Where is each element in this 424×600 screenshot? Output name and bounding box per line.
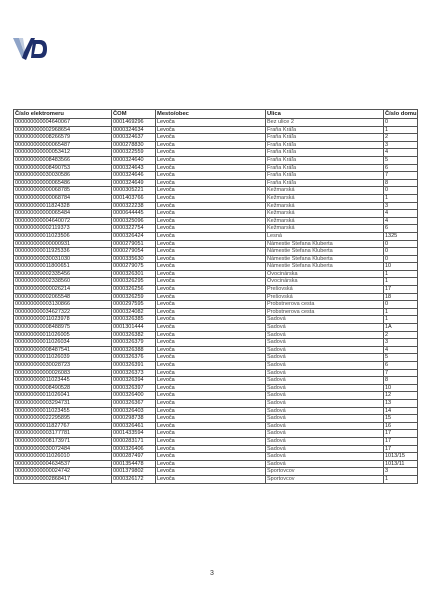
table-row [14, 399, 418, 407]
cell-street: Námestie Štefana Kluberta [266, 240, 384, 248]
table-row [14, 346, 418, 354]
cell-com: 0000326388 [112, 346, 156, 354]
cell-city: Levoča [156, 308, 266, 316]
cell-house-number: 0 [384, 119, 418, 127]
cell-meter-number: 000000000000000931 [14, 240, 112, 248]
cell-city: Levoča [156, 187, 266, 195]
table-row [14, 278, 418, 286]
cell-street: Sadová [266, 399, 384, 407]
table-row [14, 187, 418, 195]
cell-street: Fraňa Kráľa [266, 134, 384, 142]
cell-street: Sadová [266, 384, 384, 392]
cell-com: 0000326397 [112, 384, 156, 392]
cell-city: Levoča [156, 172, 266, 180]
cell-com: 0000278830 [112, 141, 156, 149]
table-row [14, 164, 418, 172]
cell-house-number: 3 [384, 339, 418, 347]
table-row [14, 149, 418, 157]
cell-house-number: 14 [384, 407, 418, 415]
cell-com: 0000324646 [112, 172, 156, 180]
cell-meter-number: 000000000008490528 [14, 384, 112, 392]
cell-house-number: 0 [384, 187, 418, 195]
cell-com: 0000326259 [112, 293, 156, 301]
cell-city: Levoča [156, 278, 266, 286]
table-header-row [14, 110, 418, 119]
cell-street: Fraňa Kráľa [266, 172, 384, 180]
table-row [14, 286, 418, 294]
cell-city: Levoča [156, 384, 266, 392]
cell-city: Levoča [156, 164, 266, 172]
table-row [14, 445, 418, 453]
cell-house-number: 5 [384, 354, 418, 362]
cell-city: Levoča [156, 149, 266, 157]
cell-city: Levoča [156, 369, 266, 377]
cell-street: Probstnerova cesta [266, 301, 384, 309]
cell-street: Fraňa Kráľa [266, 149, 384, 157]
cell-com: 0000326379 [112, 339, 156, 347]
cell-house-number: 2 [384, 331, 418, 339]
cell-meter-number: 000000000011023506 [14, 232, 112, 240]
cell-house-number: 18 [384, 293, 418, 301]
cell-street: Sadová [266, 415, 384, 423]
cell-house-number: 0 [384, 255, 418, 263]
cell-house-number: 1 [384, 316, 418, 324]
cell-house-number: 13 [384, 399, 418, 407]
cell-city: Levoča [156, 415, 266, 423]
cell-meter-number: 000000000008483566 [14, 156, 112, 164]
table-row [14, 362, 418, 370]
cell-meter-number: 000000000011026039 [14, 354, 112, 362]
cell-com: 0000279075 [112, 263, 156, 271]
cell-city: Levoča [156, 437, 266, 445]
cell-house-number: 4 [384, 210, 418, 218]
cell-street: Ovocinárska [266, 278, 384, 286]
cell-house-number: 4 [384, 149, 418, 157]
cell-house-number: 6 [384, 362, 418, 370]
cell-city: Levoča [156, 316, 266, 324]
cell-com: 0000326172 [112, 475, 156, 483]
table-row [14, 232, 418, 240]
cell-meter-number: 000000000011026034 [14, 339, 112, 347]
cell-house-number: 10 [384, 384, 418, 392]
cell-city: Levoča [156, 126, 266, 134]
cell-com: 0000326295 [112, 278, 156, 286]
cell-meter-number: 000000000004640067 [14, 119, 112, 127]
cell-meter-number: 000000000004634537 [14, 460, 112, 468]
table-row [14, 126, 418, 134]
cell-house-number: 1 [384, 278, 418, 286]
table-row [14, 156, 418, 164]
cell-meter-number: 000000000002868417 [14, 475, 112, 483]
cell-street: Kežmarská [266, 225, 384, 233]
table-row [14, 475, 418, 483]
cell-com: 0001379802 [112, 468, 156, 476]
cell-com: 0000326461 [112, 422, 156, 430]
cell-street: Ovocinárska [266, 270, 384, 278]
cell-meter-number: 000000000000068784 [14, 194, 112, 202]
cell-meter-number: 000000000002065548 [14, 293, 112, 301]
cell-house-number: 1 [384, 126, 418, 134]
cell-city: Levoča [156, 407, 266, 415]
cell-street: Športovcov [266, 475, 384, 483]
cell-house-number: 1 [384, 475, 418, 483]
cell-city: Levoča [156, 362, 266, 370]
cell-com: 0000324082 [112, 308, 156, 316]
cell-street: Sadová [266, 339, 384, 347]
cell-meter-number: 000000000002338560 [14, 278, 112, 286]
cell-street: Fraňa Kráľa [266, 141, 384, 149]
table-row [14, 339, 418, 347]
cell-com: 0000283171 [112, 437, 156, 445]
cell-street: Sadová [266, 437, 384, 445]
cell-city: Levoča [156, 202, 266, 210]
cell-meter-number: 000000000030031030 [14, 255, 112, 263]
cell-house-number: 7 [384, 369, 418, 377]
cell-meter-number: 000000000011827767 [14, 422, 112, 430]
cell-meter-number: 000000000008488975 [14, 324, 112, 332]
cell-meter-number: 000000000011023978 [14, 316, 112, 324]
cell-meter-number: 000000000000065484 [14, 210, 112, 218]
cell-com: 0001354478 [112, 460, 156, 468]
cell-city: Levoča [156, 445, 266, 453]
cell-city: Levoča [156, 475, 266, 483]
cell-meter-number: 000000000000026214 [14, 286, 112, 294]
table-row [14, 202, 418, 210]
table-row [14, 293, 418, 301]
cell-street: Sadová [266, 392, 384, 400]
cell-city: Levoča [156, 377, 266, 385]
cell-city: Levoča [156, 232, 266, 240]
cell-city: Levoča [156, 210, 266, 218]
cell-meter-number: 000000000034627322 [14, 308, 112, 316]
cell-street: Kežmarská [266, 187, 384, 195]
cell-city: Levoča [156, 263, 266, 271]
cell-house-number: 15 [384, 415, 418, 423]
cell-house-number: 0 [384, 240, 418, 248]
cell-meter-number: 000000000000065486 [14, 179, 112, 187]
table-row [14, 217, 418, 225]
cell-house-number: 4 [384, 346, 418, 354]
table-body [14, 119, 418, 484]
cell-city: Levoča [156, 354, 266, 362]
cell-city: Levoča [156, 468, 266, 476]
cell-city: Levoča [156, 301, 266, 309]
cell-street: Športovcov [266, 468, 384, 476]
cell-street: Sadová [266, 331, 384, 339]
cell-com: 0000326373 [112, 369, 156, 377]
cell-meter-number: 000000000008487541 [14, 346, 112, 354]
cell-street: Sadová [266, 316, 384, 324]
cell-meter-number: 000000000030072484 [14, 445, 112, 453]
cell-city: Levoča [156, 460, 266, 468]
table-row [14, 453, 418, 461]
cell-meter-number: 000000000000053412 [14, 149, 112, 157]
cell-house-number: 1A [384, 324, 418, 332]
cell-com: 0001433594 [112, 430, 156, 438]
cell-com: 0000322238 [112, 202, 156, 210]
cell-street: Fraňa Kráľa [266, 179, 384, 187]
cell-house-number: 6 [384, 164, 418, 172]
cell-meter-number: 000000000030028723 [14, 362, 112, 370]
table-row [14, 316, 418, 324]
cell-house-number: 1 [384, 194, 418, 202]
table-row [14, 225, 418, 233]
cell-house-number: 3 [384, 141, 418, 149]
cell-meter-number: 000000000002968654 [14, 126, 112, 134]
cell-com: 0000326376 [112, 354, 156, 362]
cell-meter-number: 000000000011925336 [14, 248, 112, 256]
cell-house-number: 17 [384, 445, 418, 453]
cell-meter-number: 000000000011800651 [14, 263, 112, 271]
cell-meter-number: 000000000003177781 [14, 430, 112, 438]
cell-city: Levoča [156, 293, 266, 301]
cell-house-number: 0 [384, 301, 418, 309]
cell-city: Levoča [156, 194, 266, 202]
cell-com: 0000322754 [112, 225, 156, 233]
table-row [14, 324, 418, 332]
cell-house-number: 8 [384, 377, 418, 385]
cell-com: 0000326403 [112, 407, 156, 415]
cell-city: Levoča [156, 392, 266, 400]
cell-city: Levoča [156, 179, 266, 187]
cell-meter-number: 000000000011026005 [14, 331, 112, 339]
header-city: Mesto/obec [156, 110, 266, 119]
cell-city: Levoča [156, 399, 266, 407]
cell-street: Námestie Štefana Kluberta [266, 255, 384, 263]
cell-city: Levoča [156, 240, 266, 248]
cell-com: 0000326391 [112, 362, 156, 370]
cell-house-number: 17 [384, 437, 418, 445]
table-row [14, 468, 418, 476]
cell-com: 0000298738 [112, 415, 156, 423]
cell-street: Fraňa Kráľa [266, 164, 384, 172]
cell-house-number: 17 [384, 430, 418, 438]
table-row [14, 263, 418, 271]
cell-meter-number: 000000000003130866 [14, 301, 112, 309]
cell-meter-number: 000000000002119373 [14, 225, 112, 233]
table-row [14, 407, 418, 415]
cell-com: 0000326367 [112, 399, 156, 407]
cell-com: 0000326424 [112, 232, 156, 240]
cell-com: 0000324637 [112, 134, 156, 142]
table-row [14, 119, 418, 127]
cell-house-number: 6 [384, 225, 418, 233]
cell-com: 0000305221 [112, 187, 156, 195]
cell-street: Sadová [266, 362, 384, 370]
cell-city: Levoča [156, 270, 266, 278]
cell-meter-number: 000000000008490753 [14, 164, 112, 172]
cell-com: 0000326301 [112, 270, 156, 278]
cell-house-number: 10 [384, 263, 418, 271]
cell-meter-number: 000000000011824328 [14, 202, 112, 210]
table-row [14, 384, 418, 392]
cell-meter-number: 000000000008173971 [14, 437, 112, 445]
vsd-logo [13, 36, 47, 62]
cell-street: Sadová [266, 422, 384, 430]
table-row [14, 179, 418, 187]
meter-table [13, 109, 418, 484]
cell-com: 0000326400 [112, 392, 156, 400]
table-row [14, 369, 418, 377]
header-street: Ulica [266, 110, 384, 119]
cell-street: Sadová [266, 354, 384, 362]
cell-house-number: 1013/11 [384, 460, 418, 468]
cell-street: Sadová [266, 377, 384, 385]
cell-city: Levoča [156, 119, 266, 127]
cell-house-number: 1013/15 [384, 453, 418, 461]
cell-com: 0000326406 [112, 445, 156, 453]
cell-house-number: 4 [384, 217, 418, 225]
cell-com: 0000324643 [112, 164, 156, 172]
cell-meter-number: 000000000022295895 [14, 415, 112, 423]
cell-street: Sadová [266, 346, 384, 354]
cell-meter-number: 000000000011026041 [14, 392, 112, 400]
cell-house-number: 1 [384, 270, 418, 278]
table-row [14, 422, 418, 430]
cell-com: 0000324634 [112, 126, 156, 134]
table-row [14, 308, 418, 316]
cell-house-number: 0 [384, 248, 418, 256]
cell-com: 0000326256 [112, 286, 156, 294]
cell-com: 0000297595 [112, 301, 156, 309]
cell-street: Sadová [266, 407, 384, 415]
cell-city: Levoča [156, 248, 266, 256]
cell-meter-number: 000000000011023445 [14, 377, 112, 385]
cell-city: Levoča [156, 134, 266, 142]
cell-house-number: 17 [384, 286, 418, 294]
cell-street: Kežmarská [266, 194, 384, 202]
cell-street: Prešovská [266, 293, 384, 301]
cell-city: Levoča [156, 156, 266, 164]
cell-city: Levoča [156, 141, 266, 149]
table-row [14, 331, 418, 339]
cell-com: 0000644445 [112, 210, 156, 218]
cell-house-number: 3 [384, 468, 418, 476]
table-row [14, 430, 418, 438]
cell-street: Sadová [266, 460, 384, 468]
cell-house-number: 5 [384, 156, 418, 164]
cell-house-number: 7 [384, 172, 418, 180]
cell-house-number: 1 [384, 308, 418, 316]
cell-com: 0001403766 [112, 194, 156, 202]
cell-street: Sadová [266, 324, 384, 332]
cell-com: 0000326382 [112, 331, 156, 339]
table-row [14, 255, 418, 263]
cell-com: 0000324649 [112, 179, 156, 187]
cell-com: 0001469296 [112, 119, 156, 127]
header-house-number: Číslo domu [385, 111, 417, 117]
cell-meter-number: 000000000011023455 [14, 407, 112, 415]
cell-street: Kežmarská [266, 202, 384, 210]
cell-city: Levoča [156, 286, 266, 294]
cell-street: Kežmarská [266, 210, 384, 218]
table-row [14, 301, 418, 309]
cell-com: 0000326385 [112, 316, 156, 324]
cell-meter-number: 000000000000024742 [14, 468, 112, 476]
cell-house-number: 16 [384, 422, 418, 430]
cell-street: Fraňa Kráľa [266, 126, 384, 134]
table-row [14, 134, 418, 142]
cell-meter-number: 000000000008266579 [14, 134, 112, 142]
table-row [14, 210, 418, 218]
cell-com: 0000287497 [112, 453, 156, 461]
cell-com: 0000335630 [112, 255, 156, 263]
cell-com: 0000322559 [112, 149, 156, 157]
cell-street: Sadová [266, 430, 384, 438]
cell-street: Námestie Štefana Kluberta [266, 263, 384, 271]
cell-meter-number: 000000000011026010 [14, 453, 112, 461]
cell-house-number: 8 [384, 179, 418, 187]
cell-city: Levoča [156, 217, 266, 225]
cell-meter-number: 000000000000026083 [14, 369, 112, 377]
header-com: ČOM [112, 110, 156, 119]
cell-meter-number: 000000000003294731 [14, 399, 112, 407]
cell-city: Levoča [156, 255, 266, 263]
cell-city: Levoča [156, 324, 266, 332]
cell-city: Levoča [156, 453, 266, 461]
cell-com: 0000279051 [112, 240, 156, 248]
cell-meter-number: 000000000004640072 [14, 217, 112, 225]
table-row [14, 240, 418, 248]
cell-street: Prešovská [266, 286, 384, 294]
cell-com: 0000279054 [112, 248, 156, 256]
cell-street: Probstnerova cesta [266, 308, 384, 316]
table-row [14, 392, 418, 400]
cell-city: Levoča [156, 225, 266, 233]
cell-street: Lesná [266, 232, 384, 240]
cell-house-number: 2 [384, 134, 418, 142]
table-row [14, 460, 418, 468]
cell-com: 0000325096 [112, 217, 156, 225]
table-row [14, 172, 418, 180]
cell-city: Levoča [156, 422, 266, 430]
cell-com: 0000324640 [112, 156, 156, 164]
cell-city: Levoča [156, 339, 266, 347]
cell-street: Fraňa Kráľa [266, 156, 384, 164]
cell-street: Námestie Štefana Kluberta [266, 248, 384, 256]
cell-meter-number: 000000000000068785 [14, 187, 112, 195]
table-row [14, 437, 418, 445]
table-row [14, 270, 418, 278]
table-row [14, 248, 418, 256]
cell-street: Bez ulice 2 [266, 119, 384, 127]
table-row [14, 194, 418, 202]
cell-street: Sadová [266, 453, 384, 461]
table-row [14, 354, 418, 362]
cell-street: Sadová [266, 445, 384, 453]
header-meter-number: Číslo elektromeru [14, 110, 112, 119]
cell-meter-number: 000000000030030586 [14, 172, 112, 180]
cell-city: Levoča [156, 430, 266, 438]
cell-meter-number: 000000000002335456 [14, 270, 112, 278]
cell-house-number: 1325 [384, 232, 418, 240]
cell-street: Sadová [266, 369, 384, 377]
cell-city: Levoča [156, 331, 266, 339]
table-row [14, 141, 418, 149]
meter-table-wrapper [13, 109, 417, 484]
page-number: 3 [210, 570, 214, 577]
cell-house-number: 12 [384, 392, 418, 400]
cell-city: Levoča [156, 346, 266, 354]
cell-meter-number: 000000000000065487 [14, 141, 112, 149]
cell-street: Kežmarská [266, 217, 384, 225]
cell-house-number: 3 [384, 202, 418, 210]
table-row [14, 415, 418, 423]
cell-com: 0000326394 [112, 377, 156, 385]
cell-com: 0001301444 [112, 324, 156, 332]
table-row [14, 377, 418, 385]
